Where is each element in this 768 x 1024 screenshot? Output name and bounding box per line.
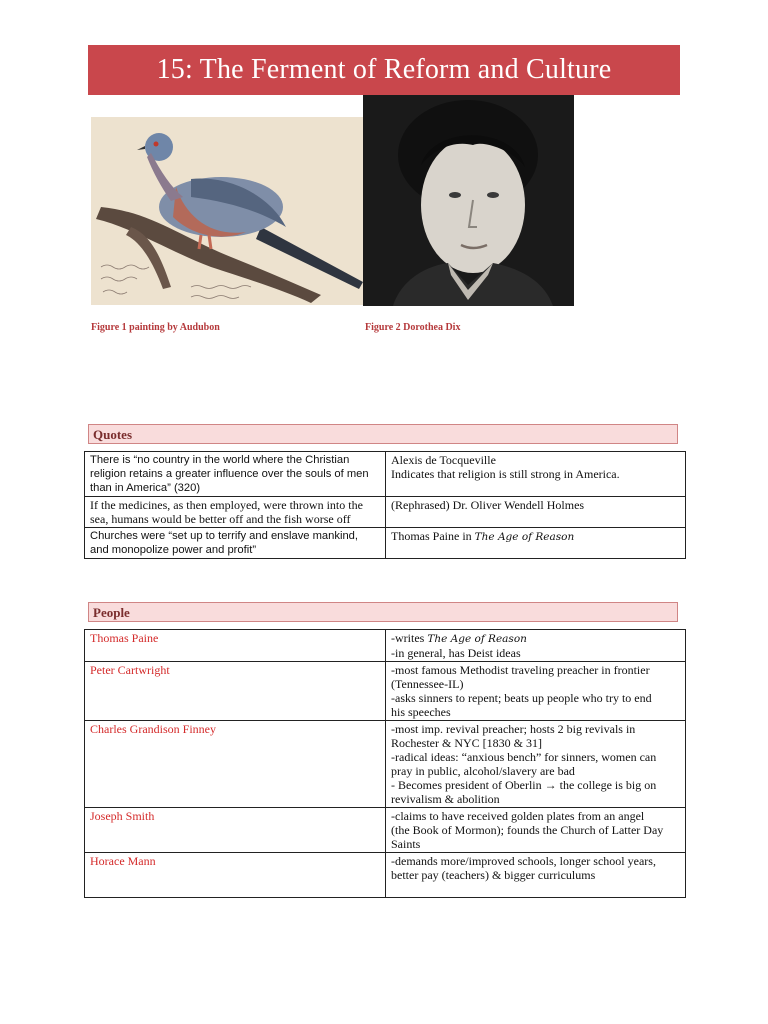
audubon-painting-image: [91, 117, 363, 305]
person-description: [386, 808, 686, 853]
description-line: better pay (teachers) & bigger curriculums: [391, 868, 596, 882]
page-title: 15: The Ferment of Reform and Culture: [88, 45, 680, 95]
quote-line: Churches were “set up to terrify and enslave mankind,: [90, 530, 359, 542]
people-heading: People: [88, 602, 678, 622]
person-name: Charles Grandison Finney: [85, 721, 386, 808]
description-line: Saints: [391, 837, 421, 851]
table-row: [85, 630, 686, 662]
quote-cell: [85, 497, 386, 528]
description-line: (the Book of Mormon); founds the Church of Latter Day: [391, 823, 664, 837]
table-row: [85, 662, 686, 721]
description-line: [391, 631, 680, 646]
description-line: revivalism & abolition: [391, 792, 500, 806]
table-row: [85, 528, 686, 559]
person-name: Thomas Paine: [85, 630, 386, 662]
quote-line: religion retains a greater influence over the souls of men: [90, 468, 369, 480]
attribution-line: (Rephrased) Dr. Oliver Wendell Holmes: [391, 498, 585, 512]
attribution-cell: [386, 497, 686, 528]
person-name: Horace Mann: [85, 853, 386, 898]
description-line: -demands more/improved schools, longer school years,: [391, 854, 656, 868]
quotes-heading: Quotes: [88, 424, 678, 444]
attribution-prefix: Thomas Paine in: [391, 529, 475, 543]
description-line: -radical ideas: “anxious bench” for sinners, women can: [391, 750, 657, 764]
description-line: -most famous Methodist traveling preacher in frontier: [391, 663, 650, 677]
table-row: [85, 497, 686, 528]
quote-line: There is “no country in the world where the Christian: [90, 454, 350, 466]
attribution-line: Indicates that religion is still strong in America.: [391, 467, 620, 481]
description-line: -in general, has Deist ideas: [391, 646, 521, 660]
description-line: (Tennessee-IL): [391, 677, 464, 691]
description-line: his speeches: [391, 705, 451, 719]
table-row: [85, 808, 686, 853]
table-row: [85, 452, 686, 497]
book-title: The Age of Reason: [474, 531, 575, 543]
figure-1-caption: Figure 1 painting by Audubon: [91, 322, 220, 333]
blank-line: [391, 882, 680, 896]
people-table: [84, 629, 686, 898]
attribution-cell: [386, 528, 686, 559]
quote-cell: [85, 452, 386, 497]
attribution-line: Alexis de Tocqueville: [391, 453, 496, 467]
person-description: [386, 721, 686, 808]
person-description: [386, 630, 686, 662]
description-line: pray in public, alcohol/slavery are bad: [391, 764, 575, 778]
person-name: Peter Cartwright: [85, 662, 386, 721]
attribution-cell: [386, 452, 686, 497]
person-description: [386, 662, 686, 721]
description-line: -asks sinners to repent; beats up people who try to end: [391, 691, 652, 705]
description-line: - Becomes president of Oberlin → the college is big on: [391, 778, 657, 792]
table-row: [85, 721, 686, 808]
passenger-pigeon-painting: [91, 117, 363, 305]
person-name: Joseph Smith: [85, 808, 386, 853]
portrait-photo: [363, 95, 574, 306]
quote-line: and monopolize power and profit”: [90, 544, 257, 556]
quote-line: sea, humans would be better off and the fish worse off: [90, 512, 351, 526]
dorothea-dix-portrait-image: [363, 95, 574, 306]
description-prefix: -writes: [391, 631, 428, 645]
table-row: [85, 853, 686, 898]
quote-line: If the medicines, as then employed, were thrown into the: [90, 498, 363, 512]
figure-2-caption: Figure 2 Dorothea Dix: [365, 322, 461, 333]
quotes-table: [84, 451, 686, 559]
description-line: Rochester & NYC [1830 & 31]: [391, 736, 542, 750]
book-title: The Age of Reason: [427, 633, 527, 645]
description-line: -claims to have received golden plates from an angel: [391, 809, 645, 823]
person-description: [386, 853, 686, 898]
description-line: -most imp. revival preacher; hosts 2 big revivals in: [391, 722, 636, 736]
quote-cell: [85, 528, 386, 559]
quote-line: than in America” (320): [90, 482, 201, 494]
